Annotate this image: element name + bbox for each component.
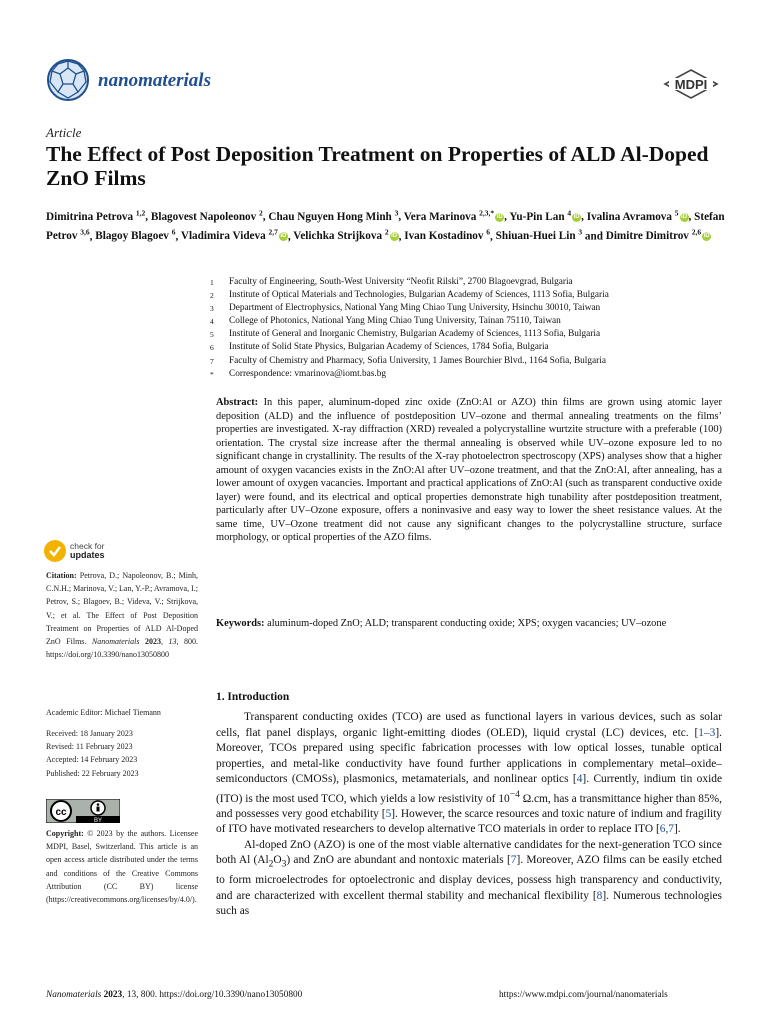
author-name: Velichka Strijkova $^2$ — [293, 227, 389, 243]
check-label: check for — [70, 541, 105, 551]
author-affiliation: 2,3,* — [479, 208, 495, 217]
affiliation-item — [210, 328, 730, 341]
orcid-icon[interactable]: iD — [573, 213, 580, 220]
citation-post[interactable]: , 800. https://doi.org/10.3390/nano13050800 — [46, 637, 199, 660]
mdpi-wordmark: MDPI — [674, 77, 708, 92]
author-list: Dimitrina Petrova $^{1,2}$, Blagovest Napoleonov $^2$, Chau Nguyen Hong Minh $^3$, Vera Marinova $^{2,3,*}$ iD , Yu-Pin Lan $^4$ iD , Ivalina Avramova $^5$ iD , Stefan Petrov $^{3,6}$, Blagoy Blagoev $^6$, Vladimira Videva $^{2,7}$ iD , Velichka Strijkova $^2$ iD , Ivan Kostadinov $^6$, Shiuan-Huei Lin $^3$ and Dimitre Dimitrov $^{2,6}$ iD — [46, 208, 725, 243]
author-affiliation: 2 — [259, 208, 263, 217]
citation: Citation: Petrova, D.; Napoleonov, B.; Minh, C.N.H.; Marinova, V.; Lan, Y.-P.; Avramova, I.; Petrov, S.; Blagoev, B.; Videva, V.; Strijkova, V.; et al. The Effect of Post Deposition Treatment on Properties of ALD Al-Doped ZnO Films. Nanomaterials 2023, 13, 800. https://doi.org/10.3390/nano13050800 — [46, 571, 199, 660]
author-affiliation: 2,7 — [268, 227, 278, 237]
affiliation-item — [210, 355, 730, 368]
keywords-label: Keywords: — [216, 618, 265, 629]
affiliation-text: College of Photonics, National Yang Ming Chiao Tung University, Tainan 75110, Taiwan — [229, 316, 561, 327]
affiliation-text: Institute of General and Inorganic Chemistry, Bulgarian Academy of Sciences, 1113 Sofia, Bulgaria — [229, 329, 601, 340]
author-affiliation: 2 — [384, 227, 389, 237]
date-received: Received: 18 January 2023 — [46, 729, 133, 738]
affiliation-number: 4 — [210, 317, 214, 327]
keywords-text: aluminum-doped ZnO; ALD; transparent conducting oxide; XPS; oxygen vacancies; UV–ozone — [267, 618, 667, 629]
affiliation-item — [210, 315, 730, 328]
author-name: Ivalina Avramova $^5$ — [586, 208, 679, 223]
author-affiliation: 6 — [171, 227, 176, 237]
keywords — [216, 617, 722, 631]
orcid-icon[interactable]: iD — [496, 213, 503, 220]
citation-vol: 13 — [168, 637, 177, 647]
author-name: Stefan Petrov $^{3,6}$ — [46, 210, 725, 243]
ref-link[interactable]: 1–3 — [698, 726, 716, 739]
intro-paragraph-1: Transparent conducting oxides (TCO) are used as functional layers in various devices, such as solar cells, flat panel displays, organic light-emitting diodes (OLED), liquid crystal (LC) devices, etc. [1–3]. Moreover, TCOs prepared using specific fabrication processes with low optical losses, tunable optical properties, and metal-like conductivity have found further applications in complementary metal–oxide–semiconductors (CMOSs), plasmonics, metamaterials, and nonlinear optics [4]. Currently, indium tin oxide (ITO) is the most used TCO, which yields a low resistivity of $10^{-4}$ Ω.cm, has a transmittance higher than 85%, and possesses very good etchability [5]. However, the scarce resources and toxic nature of indium and fragility of ITO have motivated researchers to develop alternative TCO materials in order to replace ITO [6,7]. — [216, 711, 723, 836]
affiliation-text: Faculty of Engineering, South-West University “Neofit Rilski”, 2700 Blagoevgrad, Bulgaria — [229, 277, 573, 287]
orcid-icon[interactable]: iD — [391, 233, 398, 240]
affiliation-item — [210, 368, 730, 381]
ref-link[interactable]: 8 — [596, 889, 603, 902]
affiliations — [210, 276, 730, 381]
orcid-icon[interactable]: iD — [681, 213, 688, 220]
author-affiliation: 3 — [394, 208, 399, 217]
article-type: Article — [46, 125, 82, 140]
author-affiliation: 3 — [578, 227, 583, 237]
author-name: Vera Marinova $^{2,3,*}$ — [403, 208, 495, 223]
ref-link[interactable]: 6,7 — [659, 823, 674, 836]
footer-journal: Nanomaterials — [46, 990, 102, 1000]
check-bold: updates — [70, 550, 105, 560]
journal-name[interactable]: nanomaterials — [98, 70, 211, 91]
citation-pre: Petrova, D.; Napoleonov, B.; Minh, C.N.H.; Marinova, V.; Lan, Y.-P.; Avramova, I.; Petrov, S.; Blagoev, B.; Videva, V.; Strijkova, V.; et al. The Effect of Post Deposition Treatment on Properties of ALD Al-Doped ZnO Films. — [46, 571, 199, 647]
affiliation-number: 1 — [210, 278, 214, 287]
date-accepted: Accepted: 14 February 2023 — [46, 755, 138, 765]
article-title: The Effect of Post Deposition Treatment on Properties of ALD Al-Doped ZnO Films — [46, 142, 709, 190]
svg-text:cc: cc — [55, 807, 67, 818]
abstract — [216, 396, 722, 545]
copyright-text: © 2023 by the authors. Licensee MDPI, Basel, Switzerland. This article is an open access article distributed under the terms and conditions of the Creative Commons Attribution (CC BY) license (https://creativecommons.org/licenses/by/4.0/). — [46, 829, 199, 905]
check-for-updates-button[interactable] — [44, 540, 105, 562]
ref-link[interactable]: 7 — [510, 854, 517, 867]
author-name: Chau Nguyen Hong Minh $^3$ — [268, 208, 399, 223]
author-name: Blagoy Blagoev $^6$ — [95, 227, 176, 243]
affiliation-item — [210, 341, 730, 354]
author-affiliation: 3,6 — [80, 227, 90, 237]
author-name: Blagovest Napoleonov $^2$ — [150, 208, 263, 223]
nanomaterials-logo-icon — [46, 58, 90, 102]
author-affiliation: 6 — [486, 227, 491, 237]
copyright-label: Copyright: — [46, 829, 84, 838]
academic-editor: Academic Editor: Michael Tiemann — [46, 708, 161, 717]
citation-label: Citation: — [46, 571, 77, 580]
date-published: Published: 22 February 2023 — [46, 768, 139, 778]
affiliation-text: Correspondence: vmarinova@iomt.bas.bg — [229, 368, 387, 379]
mdpi-logo-icon[interactable] — [663, 69, 719, 99]
abstract-label: Abstract: — [216, 397, 259, 408]
affiliation-number: * — [210, 369, 214, 379]
affiliation-number: 6 — [210, 343, 214, 353]
author-name: Yu-Pin Lan $^4$ — [509, 208, 572, 223]
affiliation-text: Faculty of Chemistry and Pharmacy, Sofia University, 1 James Bourchier Blvd., 1164 Sofia, Bulgaria — [229, 355, 606, 366]
abstract-text: In this paper, aluminum-doped zinc oxide (ZnO:Al or AZO) thin films are grown using atomic layer deposition (ALD) and the influence of postdeposition UV–ozone and thermal annealing treatments on the films’ properties are investigated. X-ray diffraction (XRD) revealed a polycrystalline wurtzite structure with a preferable (100) orientation. The crystal size increase after the thermal annealing is observed while UV–ozone exposure led to no significant change in crystallinity. The results of the X-ray photoelectron spectroscopy (XPS) analyses show that a higher amount of oxygen vacancies exists in the ZnO:Al after UV–ozone treatment, and that the ZnO:Al, after annealing, has a lower amount of oxygen vacancies. Important and practical applications of ZnO:Al (such as transparent conductive oxide layer) were found, and its electrical and optical properties demonstrate high tunability after postdeposition treatment, particularly after UV–Ozone exposure, offers a noninvasive and easy way to lower the sheet resistance values. At the same time, UV–Ozone treatment did not cause any significant changes to the polycrystalline structure, surface morphology, or optical properties of the AZO films. — [216, 397, 722, 543]
section-heading-introduction: 1. Introduction — [216, 691, 290, 703]
copyright — [46, 827, 198, 906]
affiliation-item — [210, 289, 730, 302]
author-name: Dimitrina Petrova $^{1,2}$ — [46, 208, 146, 223]
cc-by-label: BY — [93, 818, 103, 823]
author-name: Ivan Kostadinov $^6$ — [404, 227, 491, 243]
affiliation-number: 2 — [210, 291, 214, 301]
ref-link[interactable]: 5 — [385, 807, 392, 820]
dates — [46, 727, 198, 780]
footer-year: 2023 — [103, 990, 123, 1000]
author-affiliation: 2,6 — [691, 227, 702, 237]
affiliation-text: Institute of Optical Materials and Technologies, Bulgarian Academy of Sciences, 1113 Sofia, Bulgaria — [229, 290, 609, 301]
affiliation-item — [210, 276, 730, 289]
affiliation-text: Institute of Solid State Physics, Bulgarian Academy of Sciences, 1784 Sofia, Bulgaria — [229, 342, 549, 353]
orcid-icon[interactable]: iD — [280, 233, 287, 240]
affiliation-number: 3 — [210, 304, 214, 314]
affiliation-number: 7 — [210, 356, 214, 366]
author-name: Dimitre Dimitrov $^{2,6}$ — [605, 227, 702, 243]
citation-year: 2023 — [145, 637, 161, 647]
author-affiliation: 5 — [674, 208, 679, 217]
citation-journal: Nanomaterials — [91, 637, 140, 647]
ref-link[interactable]: 4 — [576, 773, 583, 785]
affiliation-item — [210, 302, 730, 315]
affiliation-number: 5 — [210, 330, 214, 340]
date-revised: Revised: 11 February 2023 — [46, 742, 133, 752]
cc-by-license-icon[interactable] — [46, 799, 120, 823]
author-affiliation: 1,2 — [135, 208, 146, 217]
orcid-icon[interactable]: iD — [703, 233, 710, 240]
author-name: Vladimira Videva $^{2,7}$ — [180, 227, 278, 243]
author-name: Shiuan-Huei Lin $^3$ — [495, 227, 583, 243]
check-updates-icon — [44, 540, 66, 562]
footer-url[interactable]: https://www.mdpi.com/journal/nanomaterials — [499, 990, 668, 1000]
author-affiliation: 4 — [567, 208, 572, 217]
footer-rest[interactable]: , 13, 800. https://doi.org/10.3390/nano13050800 — [122, 990, 303, 1000]
affiliation-text: Department of Electrophysics, National Yang Ming Chiao Tung University, Hsinchu 30010, Taiwan — [229, 303, 601, 314]
intro-paragraph-2: Al-doped ZnO (AZO) is one of the most viable alternative candidates for the next-generation TCO since both Al $(Al_2O_3)$ and ZnO are abundant and nontoxic materials [7]. Moreover, AZO films can be easily etched to form microelectrodes for optoelectronic and display devices, possess high transparency and conductivity, and are characterized with excellent thermal stability and mechanical flexibility [8]. Numerous technologies such as — [216, 838, 722, 918]
footer-citation — [46, 990, 302, 1000]
introduction-body — [216, 710, 722, 920]
